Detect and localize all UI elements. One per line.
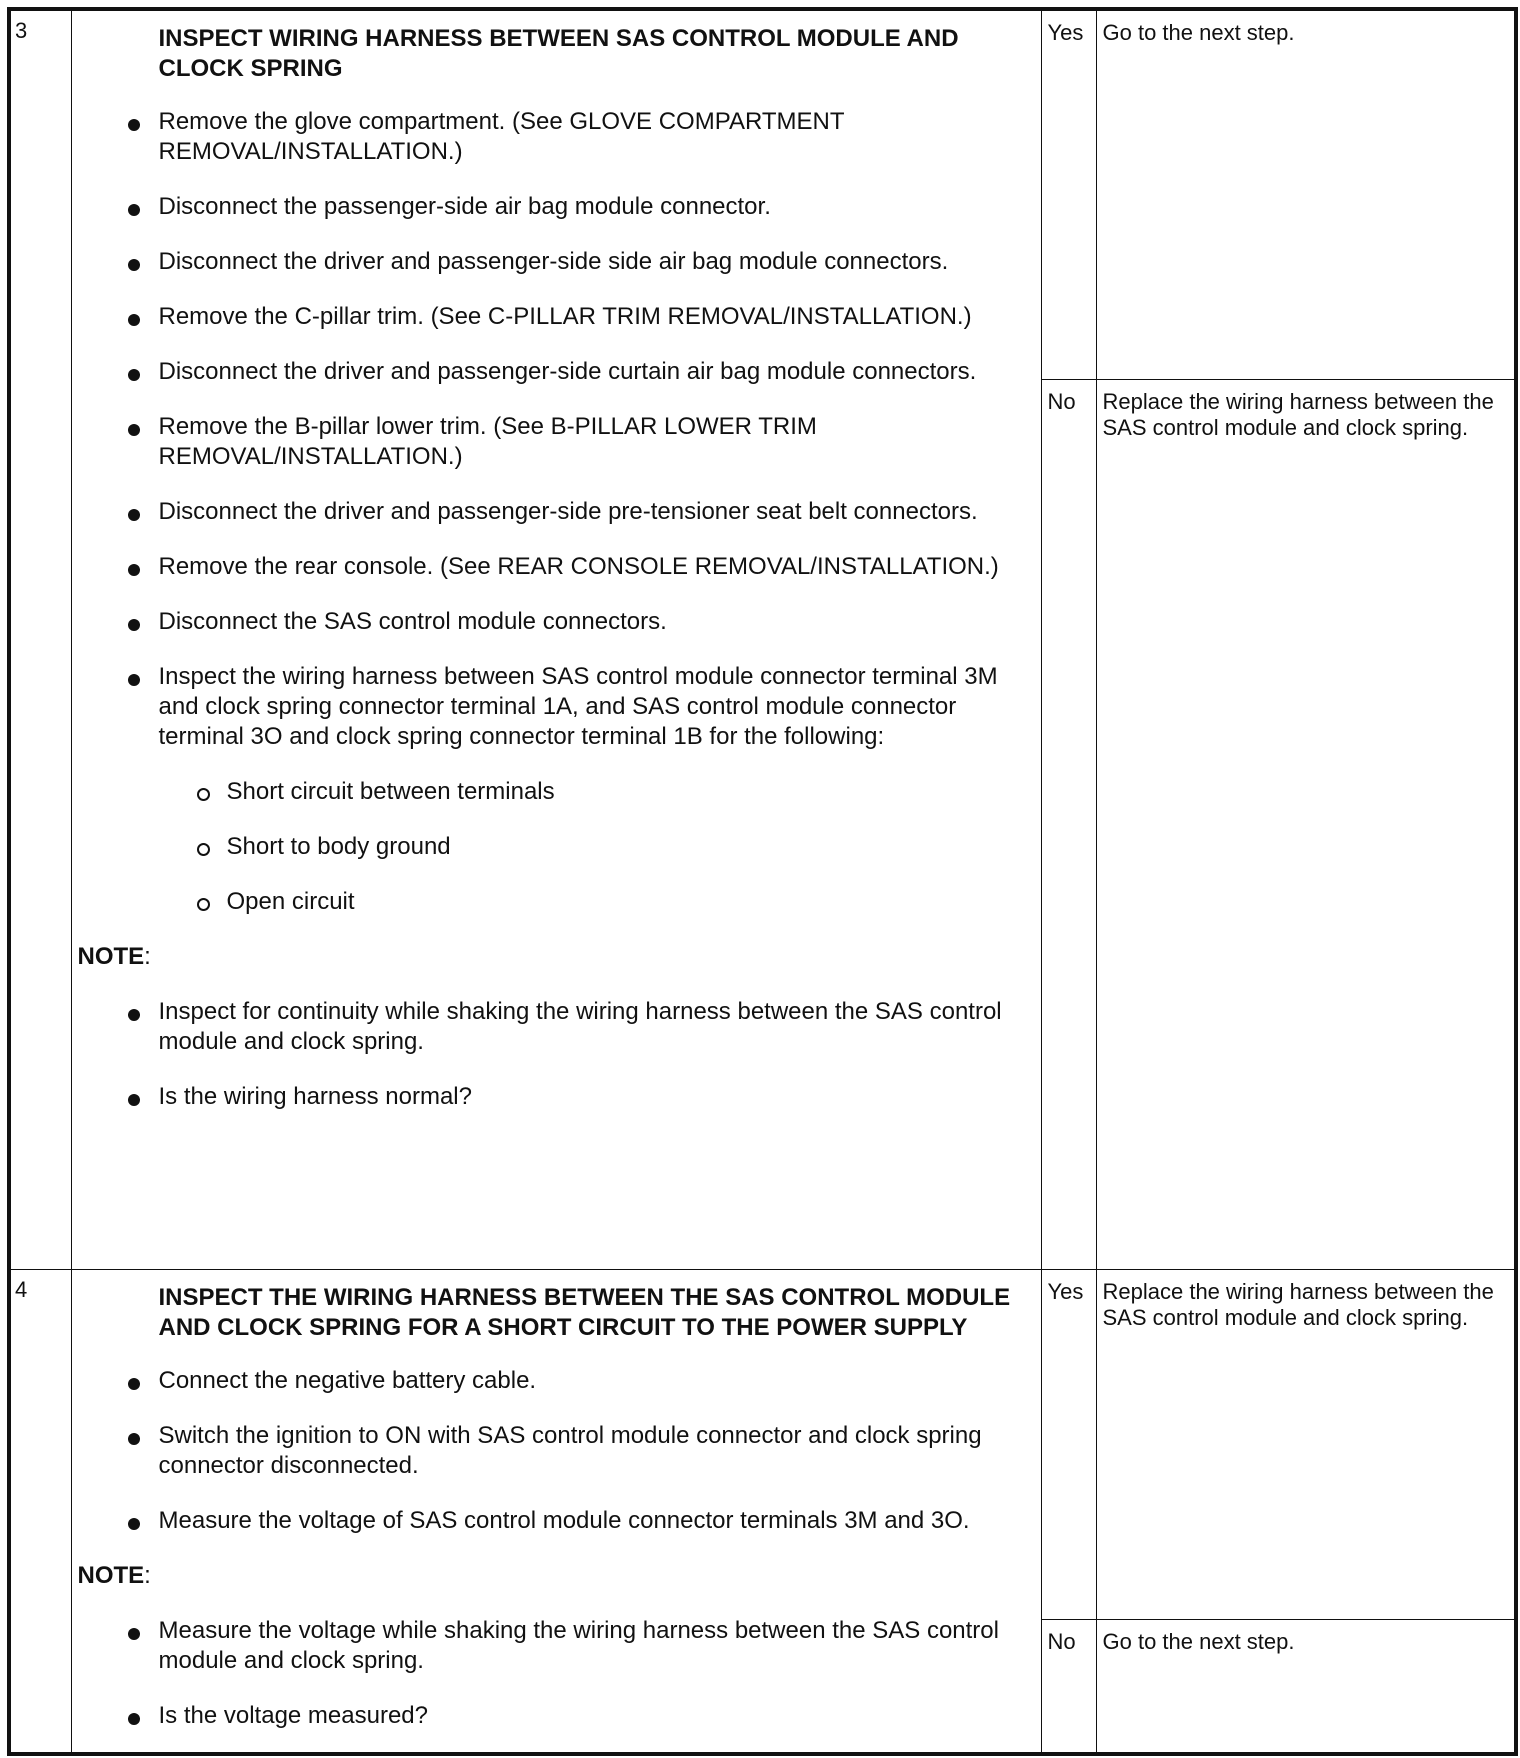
step-4-no-action: Go to the next step. [1096,1619,1516,1754]
bullet-icon [128,1518,140,1530]
step-4-note-label: NOTE: [77,1561,151,1589]
circle-bullet-icon [197,898,210,911]
list-item: Disconnect the driver and passenger-side curtain air bag module connectors. [78,357,1035,387]
step-3-sub-list [78,777,1035,917]
step-3-no-action: Replace the wiring harness between the SAS control module and clock spring. [1096,379,1516,1269]
list-item: Remove the C-pillar trim. (See C-PILLAR TRIM REMOVAL/INSTALLATION.) [78,302,1035,332]
bullet-icon [128,619,140,631]
list-item: Remove the B-pillar lower trim. (See B-PILLAR LOWER TRIM REMOVAL/INSTALLATION.) [78,412,1035,472]
step-3-row-yes [9,9,1516,379]
step-4-row-yes [9,1269,1516,1619]
step-3-note-label: NOTE: [77,943,151,970]
bullet-icon [128,1713,140,1725]
list-item: Measure the voltage of SAS control module connector terminals 3M and 3O. [78,1506,1035,1536]
step-4-yes-label: Yes [1041,1269,1096,1619]
bullet-icon [128,204,140,216]
bullet-icon [128,1433,140,1445]
list-item: Remove the glove compartment. (See GLOVE COMPARTMENT REMOVAL/INSTALLATION.) [78,107,1035,167]
list-item: Disconnect the passenger-side air bag module connector. [78,192,1035,222]
step-3-yes-label: Yes [1041,9,1096,379]
bullet-icon [128,259,140,271]
bullet-icon [128,119,140,131]
list-item: Switch the ignition to ON with SAS control module connector and clock spring connector disconnected. [78,1421,1035,1481]
bullet-icon [128,674,140,686]
list-item: Disconnect the SAS control module connectors. [78,607,1035,637]
troubleshooting-table [7,7,1518,1756]
bullet-icon [128,1378,140,1390]
sub-list-item: Open circuit [78,887,1035,917]
step-3-no-label: No [1041,379,1096,1269]
step-4-action-cell [71,1269,1041,1754]
step-4-number: 4 [9,1269,71,1754]
step-3-yes-action: Go to the next step. [1096,9,1516,379]
bullet-icon [128,314,140,326]
step-4-heading: INSPECT THE WIRING HARNESS BETWEEN THE SAS CONTROL MODULE AND CLOCK SPRING FOR A SHORT CIRCUIT TO THE POWER SUPPLY [158,1283,1011,1341]
bullet-icon [128,509,140,521]
step-3-heading: INSPECT WIRING HARNESS BETWEEN SAS CONTROL MODULE AND CLOCK SPRING [158,25,959,82]
bullet-icon [128,1009,140,1021]
list-item: Measure the voltage while shaking the wiring harness between the SAS control module and clock spring. [78,1616,1035,1676]
list-item: Remove the rear console. (See REAR CONSOLE REMOVAL/INSTALLATION.) [78,552,1035,582]
list-item: Disconnect the driver and passenger-side side air bag module connectors. [78,247,1035,277]
bullet-icon [128,1628,140,1640]
bullet-icon [128,369,140,381]
step-3-note-list [78,997,1035,1112]
circle-bullet-icon [197,843,210,856]
list-item: Is the wiring harness normal? [78,1082,1035,1112]
bullet-icon [128,1094,140,1106]
list-item: Inspect the wiring harness between SAS control module connector terminal 3M and clock spring connector terminal 1A, and SAS control module connector terminal 3O and clock spring connector terminal 1B for the following: [78,662,1035,752]
sub-list-item: Short circuit between terminals [78,777,1035,807]
list-item: Inspect for continuity while shaking the wiring harness between the SAS control module and clock spring. [78,997,1035,1057]
step-4-action-list [78,1366,1035,1536]
bullet-icon [128,564,140,576]
step-3-number: 3 [9,9,71,1269]
step-3-action-list [78,107,1035,752]
list-item: Is the voltage measured? [78,1701,1035,1731]
step-4-note-list [78,1616,1035,1731]
list-item: Disconnect the driver and passenger-side pre-tensioner seat belt connectors. [78,497,1035,527]
step-4-yes-action: Replace the wiring harness between the SAS control module and clock spring. [1096,1269,1516,1619]
circle-bullet-icon [197,788,210,801]
sub-list-item: Short to body ground [78,832,1035,862]
bullet-icon [128,424,140,436]
list-item: Connect the negative battery cable. [78,1366,1035,1396]
step-4-no-label: No [1041,1619,1096,1754]
step-3-action-cell [71,9,1041,1269]
